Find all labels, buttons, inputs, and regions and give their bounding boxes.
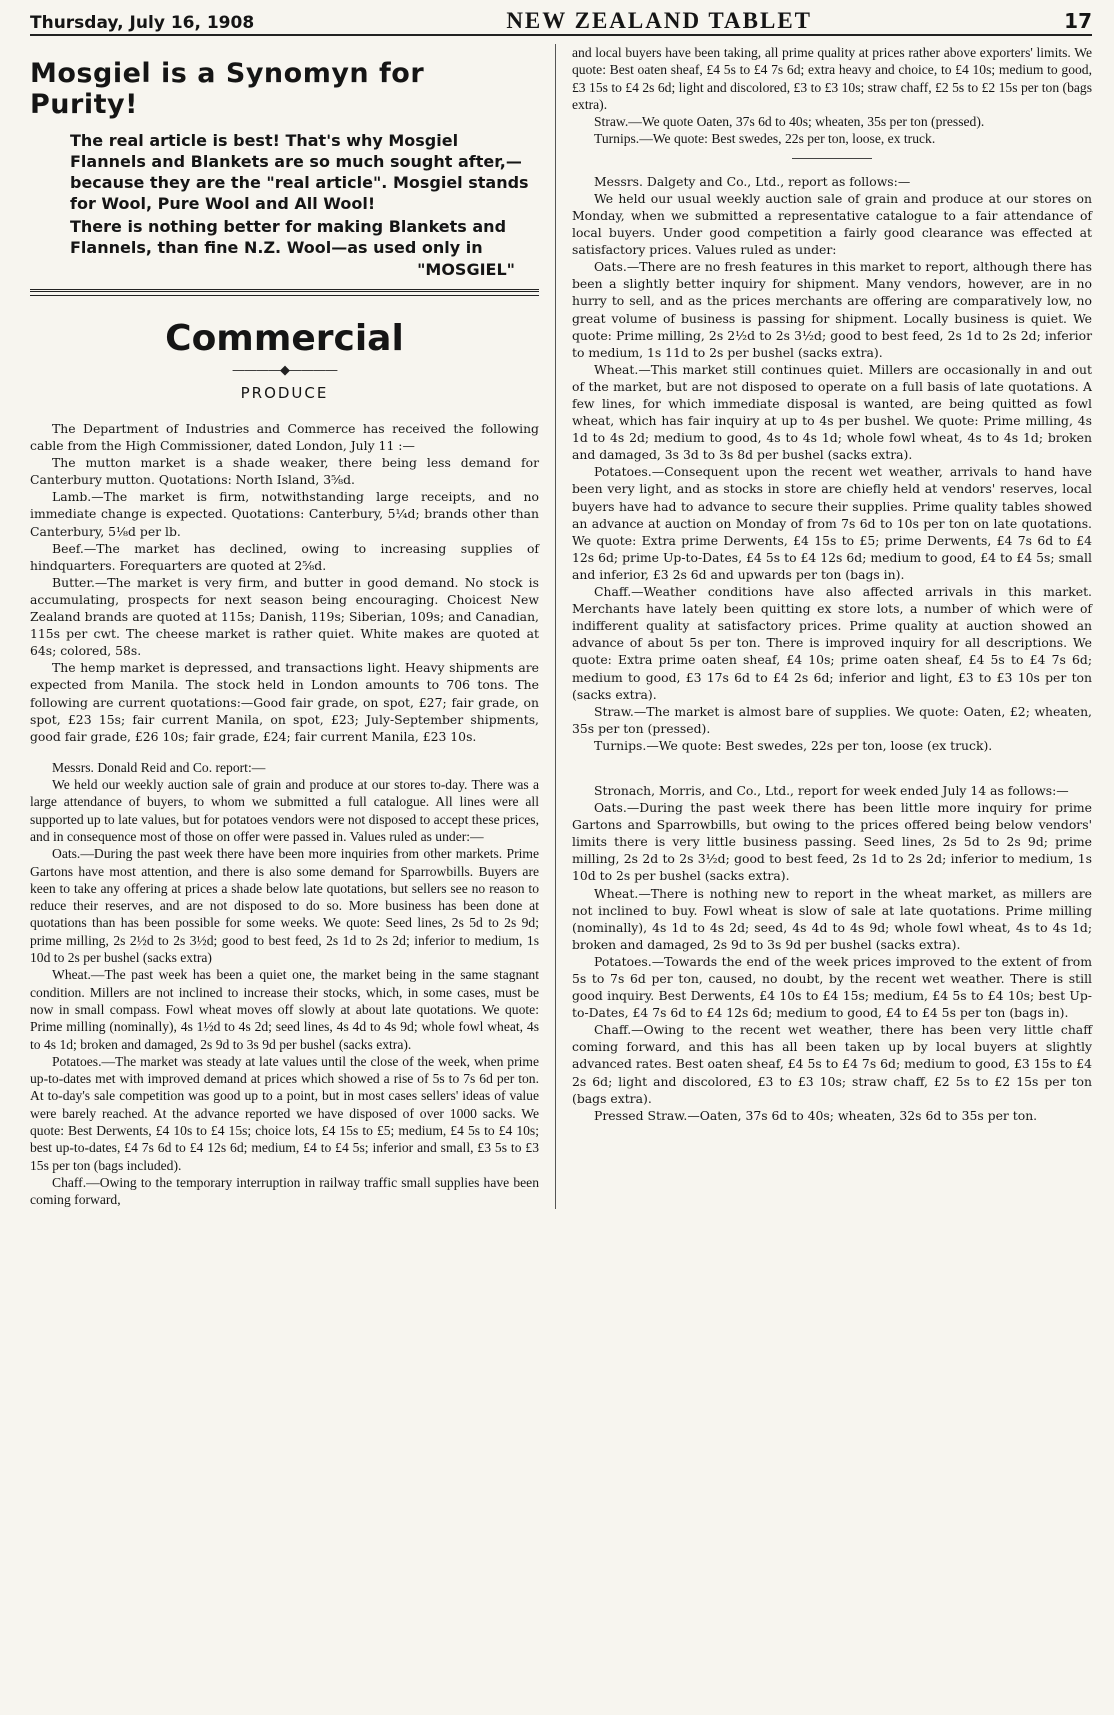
paragraph: Wheat.—This market still continues quiet. Millers are occasionally in and out of the market, but are not disposed to operate on a full basis of late quotations. A few lines, for which immediate disposal is wanted, are being quitted as fowl wheat, which has fair inquiry at up to 4s per bushel. We quote: Prime milling, 4s 1d to 4s 2d; medium to good, 4s to 4s 1d; whole fowl wheat, 4s to 4s 1d; broken and damaged, 3s 3d to 3s 8d per bushel (sacks extra).: [572, 361, 1092, 463]
paragraph: Lamb.—The market is firm, notwithstanding large receipts, and no immediate change is expected. Quotations: Canterbury, 5¼d; brands other than Canterbury, 5⅛d per lb.: [30, 489, 539, 539]
paragraph: Turnips.—We quote: Best swedes, 22s per ton, loose (ex truck).: [594, 737, 993, 753]
stronach-report: [572, 782, 1092, 1124]
paragraph: Chaff.—Owing to the temporary interruption in railway traffic small supplies have been coming forward,: [30, 1174, 539, 1208]
paragraph: Potatoes.—Towards the end of the week prices improved to the extent of from 5s to 7s 6d per ton, caused, no doubt, by the recent wet weather. There is still good inquiry. Best Derwents, £4 10s to £4 15s; medium, £4 5s to £4 10s; best Up-to-Dates, £4 7s 6d to £4 12s 6d; medium to good, £4 to £4 5s per ton (bags in).: [572, 953, 1092, 1021]
paragraph: Wheat.—There is nothing new to report in the wheat market, as millers are not inclined to buy. Fowl wheat is slow of sale at late quotations. Prime milling (nominally), 4s 1d to 4s 2d; seed, 4s 4d to 4s 9d; whole fowl wheat, 4s to 4s 1d; broken and damaged, 2s 9d to 3s 9d per bushel (sacks extra).: [572, 885, 1092, 952]
ornament-divider: ————◆————: [232, 363, 337, 378]
advert-headline: Mosgiel is a Synomyn for Purity!: [30, 58, 425, 120]
advert-signature: "MOSGIEL": [417, 260, 515, 279]
paragraph: The Department of Industries and Commerce has received the following cable from the High Commissioner, dated London, July 11 :—: [30, 421, 539, 454]
left-column: [30, 44, 556, 1209]
paragraph: Oats.—During the past week there has been little more inquiry for prime Gartons and Sparrowbills, but owing to the prices offered being below vendors' limits there is very little business passing. Seed lines, 2s 5d to 2s 9d; prime milling, 2s 2d to 2s 3½d; good to best feed, 2s 1d to 2s 2d; inferior to medium, 1s 10d to 2s per bushel (sacks extra).: [572, 800, 1092, 884]
paragraph: Straw.—We quote Oaten, 37s 6d to 40s; wheaten, 35s per ton (pressed).: [594, 114, 985, 130]
paragraph: Oats.—During the past week there have been more inquiries from other markets. Prime Gartons have most attention, and there is also some demand for Sparrowbills. Buyers are keen to take any offering at prices a shade below late quotations, but sellers see no reason to reduce their reserves, and are not disposed to do so. More business has been done at quotations than has been possible for some weeks. We quote: Seed lines, 2s 5d to 2s 9d; prime milling, 2s 2½d to 2s 3½d; good to best feed, 2s 1d to 2s 2d; inferior to medium, 1s 10d to 2s per bushel (sacks extra): [30, 846, 539, 966]
issue-date: Thursday, July 16, 1908: [30, 13, 255, 33]
section-subhead: PRODUCE: [240, 384, 329, 402]
dalgety-report: [572, 173, 1092, 754]
page-number: 17: [1064, 9, 1092, 33]
mosgiel-advertisement: [30, 58, 539, 296]
double-rule: [30, 289, 539, 296]
paragraph: Chaff.—Weather conditions have also affected arrivals in this market. Merchants have lately been quitting ex store lots, a number of which were of indifferent quality at satisfactory prices. Prime quality at auction showed an advance of about 5s per ton. There is improved inquiry for all descriptions. We quote: Extra prime oaten sheaf, £4 10s; prime oaten sheaf, £4 5s to £4 7s 6d; medium to good, £3 17s 6d to £4 2s 6d; inferior and light, £3 to £3 10s per ton (sacks extra).: [572, 584, 1092, 702]
spacer: [30, 745, 539, 759]
reid-report-continued: [572, 44, 1092, 148]
spacer: [572, 768, 1092, 782]
spacer: [572, 754, 1092, 768]
right-column: [556, 44, 1092, 1209]
paragraph: The mutton market is a shade weaker, there being less demand for Canterbury mutton. Quotations: North Island, 3⅝d.: [30, 455, 539, 488]
paragraph: We held our usual weekly auction sale of grain and produce at our stores on Monday, when we submitted a representative catalogue to a fair attendance of local buyers. Under good competition a fairly good clearance was effected at satisfactory prices. Values ruled as under:: [572, 190, 1092, 258]
paragraph: Wheat.—The past week has been a quiet one, the market being in the same stagnant condition. Millers are not inclined to increase their stocks, which, in some cases, must be now in small compass. Fowl wheat moves off slowly at about late quotations. We quote: Prime milling (nominally), 4s 1½d to 4s 2d; seed lines, 4s 4d to 4s 9d; whole fowl wheat, 4s to 4s 1d; broken and damaged, 2s 9d to 3s 9d per bushel (sacks extra).: [30, 967, 539, 1052]
paragraph: Chaff.—Owing to the recent wet weather, there has been very little chaff coming forward, and this has all been taken up by local buyers at slightly advanced rates. Best oaten sheaf, £4 5s to £4 7s 6d; medium to good, £3 15s to £4 2s 6d; light and discolored, £3 to £3 10s; straw chaff, £2 5s to £2 15s per ton (bags extra).: [572, 1022, 1092, 1106]
paragraph: Messrs. Donald Reid and Co. report:—: [52, 759, 266, 775]
masthead: [30, 0, 1092, 36]
paragraph: Oats.—There are no fresh features in this market to report, although there has been a slightly better inquiry for shipment. Many vendors, however, are in no hurry to sell, and as the prices merchants are offering are comparatively low, no great volume of business is passing for shipment. Locally business is quiet. We quote: Prime milling, 2s 2½d to 2s 3½d; good to best feed, 2s 1d to 2s 2d; inferior to medium, 1s 11d to 2s per bushel (sacks extra).: [572, 259, 1092, 360]
paragraph: Straw.—The market is almost bare of supplies. We quote: Oaten, £2; wheaten, 35s per ton (pressed).: [572, 703, 1092, 736]
paragraph: Butter.—The market is very firm, and butter in good demand. No stock is accumulating, prospects for next season being encouraging. Choicest New Zealand brands are quoted at 115s; Danish, 119s; Siberian, 109s; and Canadian, 115s per cwt. The cheese market is rather quiet. White makes are quoted at 64s; colored, 58s.: [30, 574, 539, 659]
paragraph: Beef.—The market has declined, owing to increasing supplies of hindquarters. Forequarters are quoted at 2⅝d.: [30, 540, 539, 573]
section-title: Commercial: [165, 318, 404, 359]
columns: [30, 44, 1092, 1209]
paragraph: Stronach, Morris, and Co., Ltd., report for week ended July 14 as follows:—: [594, 782, 1069, 798]
paragraph: Messrs. Dalgety and Co., Ltd., report as follows:—: [594, 173, 911, 189]
advert-paragraph: There is nothing better for making Blankets and Flannels, than fine N.Z. Wool—as used only in: [70, 217, 507, 257]
publication-title: NEW ZEALAND TABLET: [506, 8, 813, 33]
paragraph: and local buyers have been taking, all prime quality at prices rather above exporters' limits. We quote: Best oaten sheaf, £4 5s to £4 7s 6d; extra heavy and choice, to £4 10s; medium to good, £3 15s to £4 2s 6d; light and discolored, £3 to £3 10s; straw chaff, £2 5s to £2 15s per ton (bags extra).: [572, 45, 1092, 112]
paragraph: Potatoes.—The market was steady at late values until the close of the week, when prime up-to-dates met with improved demand at prices which showed a rise of 5s to 7s 6d per ton. At to-day's sale competition was good up to a point, but in most cases sellers' ideas of value were barely reached. At the advance reported we have disposed of over 1000 sacks. We quote: Best Derwents, £4 10s to £4 15s; choice lots, £4 15s to £5; medium, £4 5s to £4 10s; best up-to-dates, £4 7s 6d to £4 12s 6d; medium, £4 to £4 5s; inferior and small, £3 5s to £3 15s per ton (bags included).: [30, 1053, 539, 1173]
paragraph: Potatoes.—Consequent upon the recent wet weather, arrivals to hand have been very light, and as stocks in store are chiefly held at vendors' reserves, local buyers have had to advance to secure their supplies. Prime quality tables showed an advance at auction on Monday of from 7s 6d to 10s per ton on late quotations. We quote: Extra prime Derwents, £4 15s to £5; prime Derwents, £4 7s 6d to £4 12s 6d; prime Up-to-Dates, £4 5s to £4 12s 6d; medium to good, £4 to £4 5s; small and inferior, £3 2s 6d and upwards per ton (bags in).: [572, 464, 1092, 582]
paragraph: The hemp market is depressed, and transactions light. Heavy shipments are expected from Manila. The stock held in London amounts to 706 tons. The following are current quotations:—Good fair grade, on spot, £27; fair grade, on spot, £23 15s; fair current Manila, on spot, £23; July-September shipments, good fair grade, £26 10s; fair grade, £24; fair current Manila, £23 10s.: [30, 660, 539, 744]
cable-report: [30, 420, 539, 745]
advert-paragraph: The real article is best! That's why Mosgiel Flannels and Blankets are so much sought after,—because they are the "real article". Mosgiel stands for Wool, Pure Wool and All Wool!: [70, 131, 529, 213]
paragraph: Turnips.—We quote: Best swedes, 22s per ton, loose, ex truck.: [594, 131, 936, 147]
divider-rule: [792, 158, 872, 159]
paragraph: We held our weekly auction sale of grain and produce at our stores to-day. There was a large attendance of buyers, to whom we submitted a full catalogue. All lines were all supported up to late values, but for potatoes vendors were not disposed to accept these prices, and in consequence most of those on offer were passed in. Values ruled as under:—: [30, 777, 539, 844]
reid-report: [30, 759, 539, 1209]
paragraph: Pressed Straw.—Oaten, 37s 6d to 40s; wheaten, 32s 6d to 35s per ton.: [594, 1107, 1038, 1123]
